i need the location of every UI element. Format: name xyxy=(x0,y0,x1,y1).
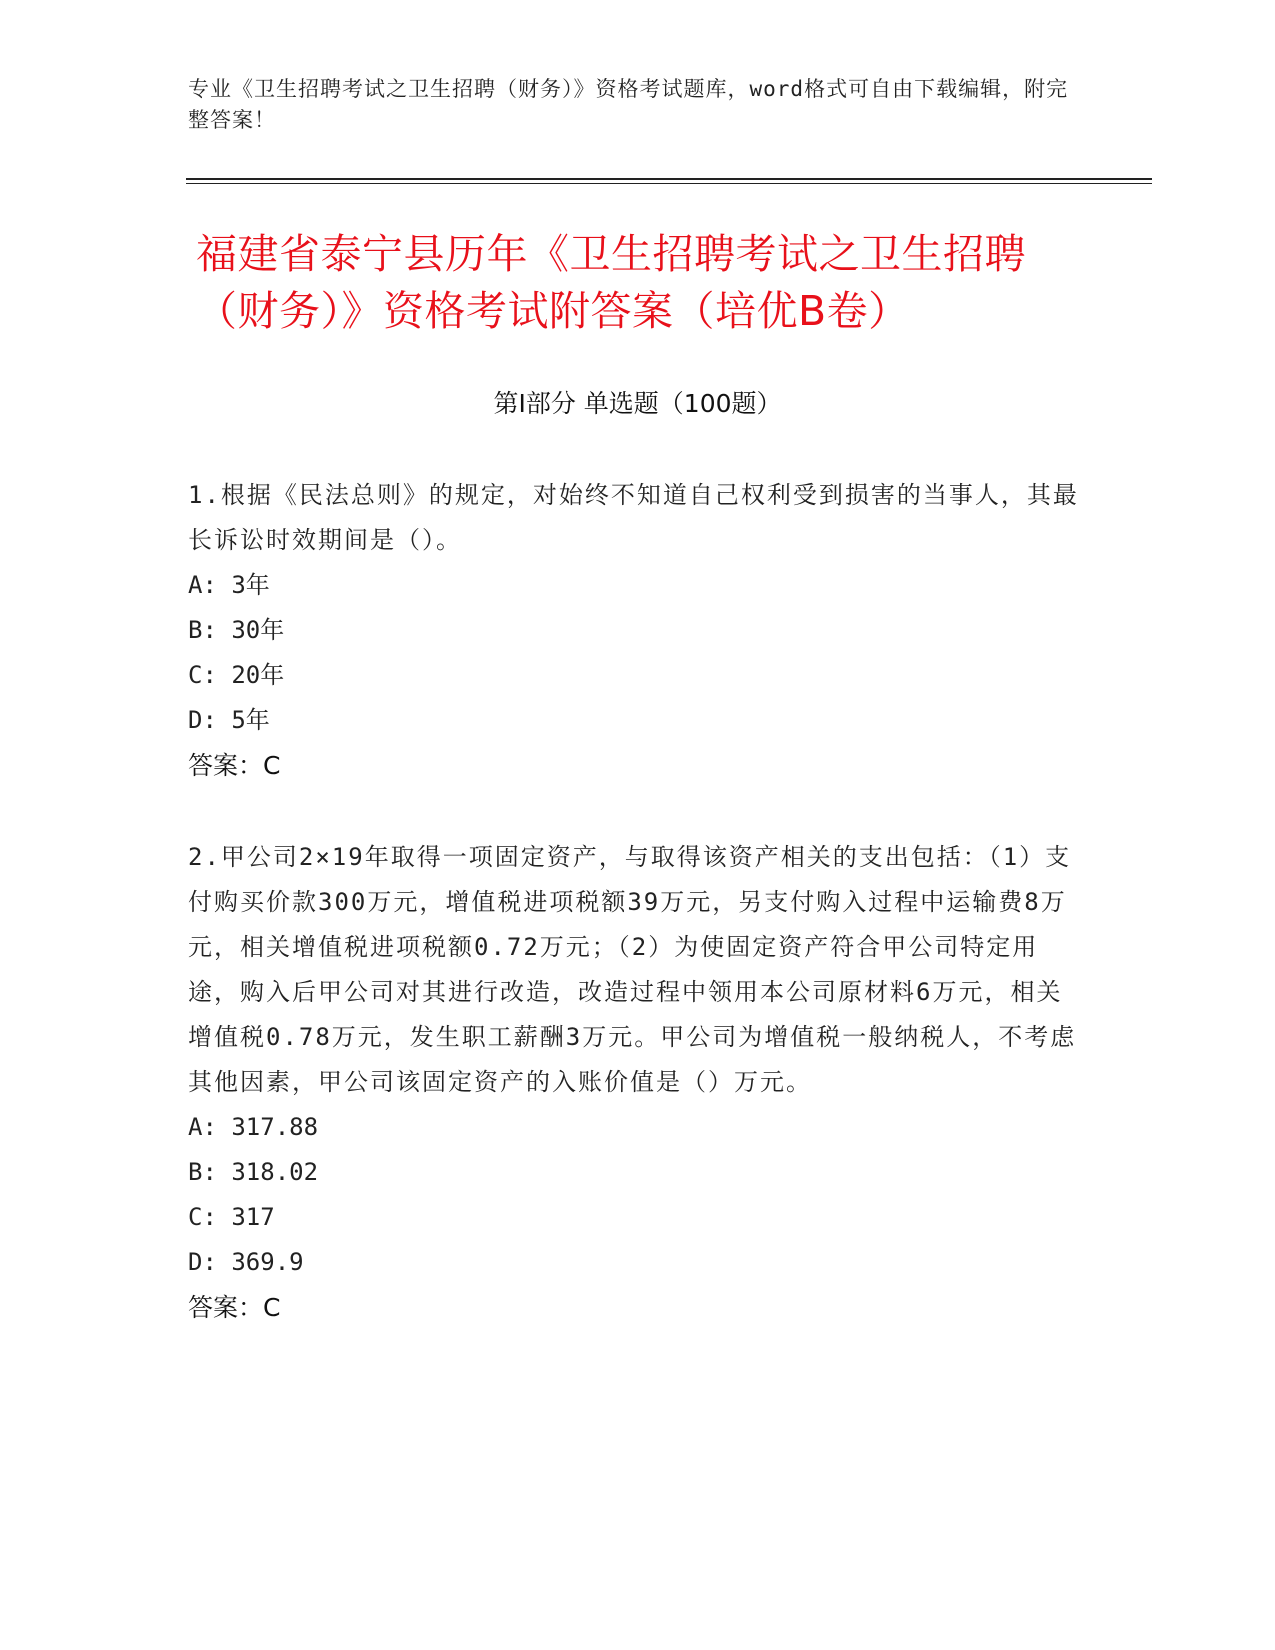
answer: 答案：C xyxy=(188,751,281,780)
section-heading: 第Ⅰ部分 单选题（100题） xyxy=(493,389,782,418)
option-a: A: 317.88 xyxy=(188,1113,319,1141)
question-stem: 1.根据《民法总则》的规定，对始终不知道自己权利受到损害的当事人，其最长诉讼时效期间是（）。 xyxy=(188,481,1079,554)
option-a: A: 3年 xyxy=(188,571,270,599)
option-c: C: 20年 xyxy=(188,661,285,689)
header-divider-thick xyxy=(186,178,1152,180)
header-divider-thin xyxy=(186,183,1152,184)
answer: 答案：C xyxy=(188,1293,281,1322)
document-title: 福建省泰宁县历年《卫生招聘考试之卫生招聘（财务）》资格考试附答案（培优B卷） xyxy=(196,230,1026,335)
question-2 xyxy=(188,835,1088,1330)
option-b: B: 30年 xyxy=(188,616,285,644)
option-b: B: 318.02 xyxy=(188,1158,319,1186)
question-stem: 2.甲公司2×19年取得一项固定资产，与取得该资产相关的支出包括：（1）支付购买价款300万元，增值税进项税额39万元，另支付购入过程中运输费8万元，相关增值税进项税额0.72万元；（2）为使固定资产符合甲公司特定用途，购入后甲公司对其进行改造，改造过程中领用本公司原材料6万元，相关增值税0.78万元，发生职工薪酬3万元。甲公司为增值税一般纳税人，不考虑其他因素，甲公司该固定资产的入账价值是（）万元。 xyxy=(188,843,1077,1096)
option-c: C: 317 xyxy=(188,1203,275,1231)
question-1 xyxy=(188,473,1088,788)
option-d: D: 5年 xyxy=(188,706,270,734)
option-d: D: 369.9 xyxy=(188,1248,304,1276)
header-note: 专业《卫生招聘考试之卫生招聘（财务）》资格考试题库，word格式可自由下载编辑，附完整答案！ xyxy=(188,77,1069,132)
